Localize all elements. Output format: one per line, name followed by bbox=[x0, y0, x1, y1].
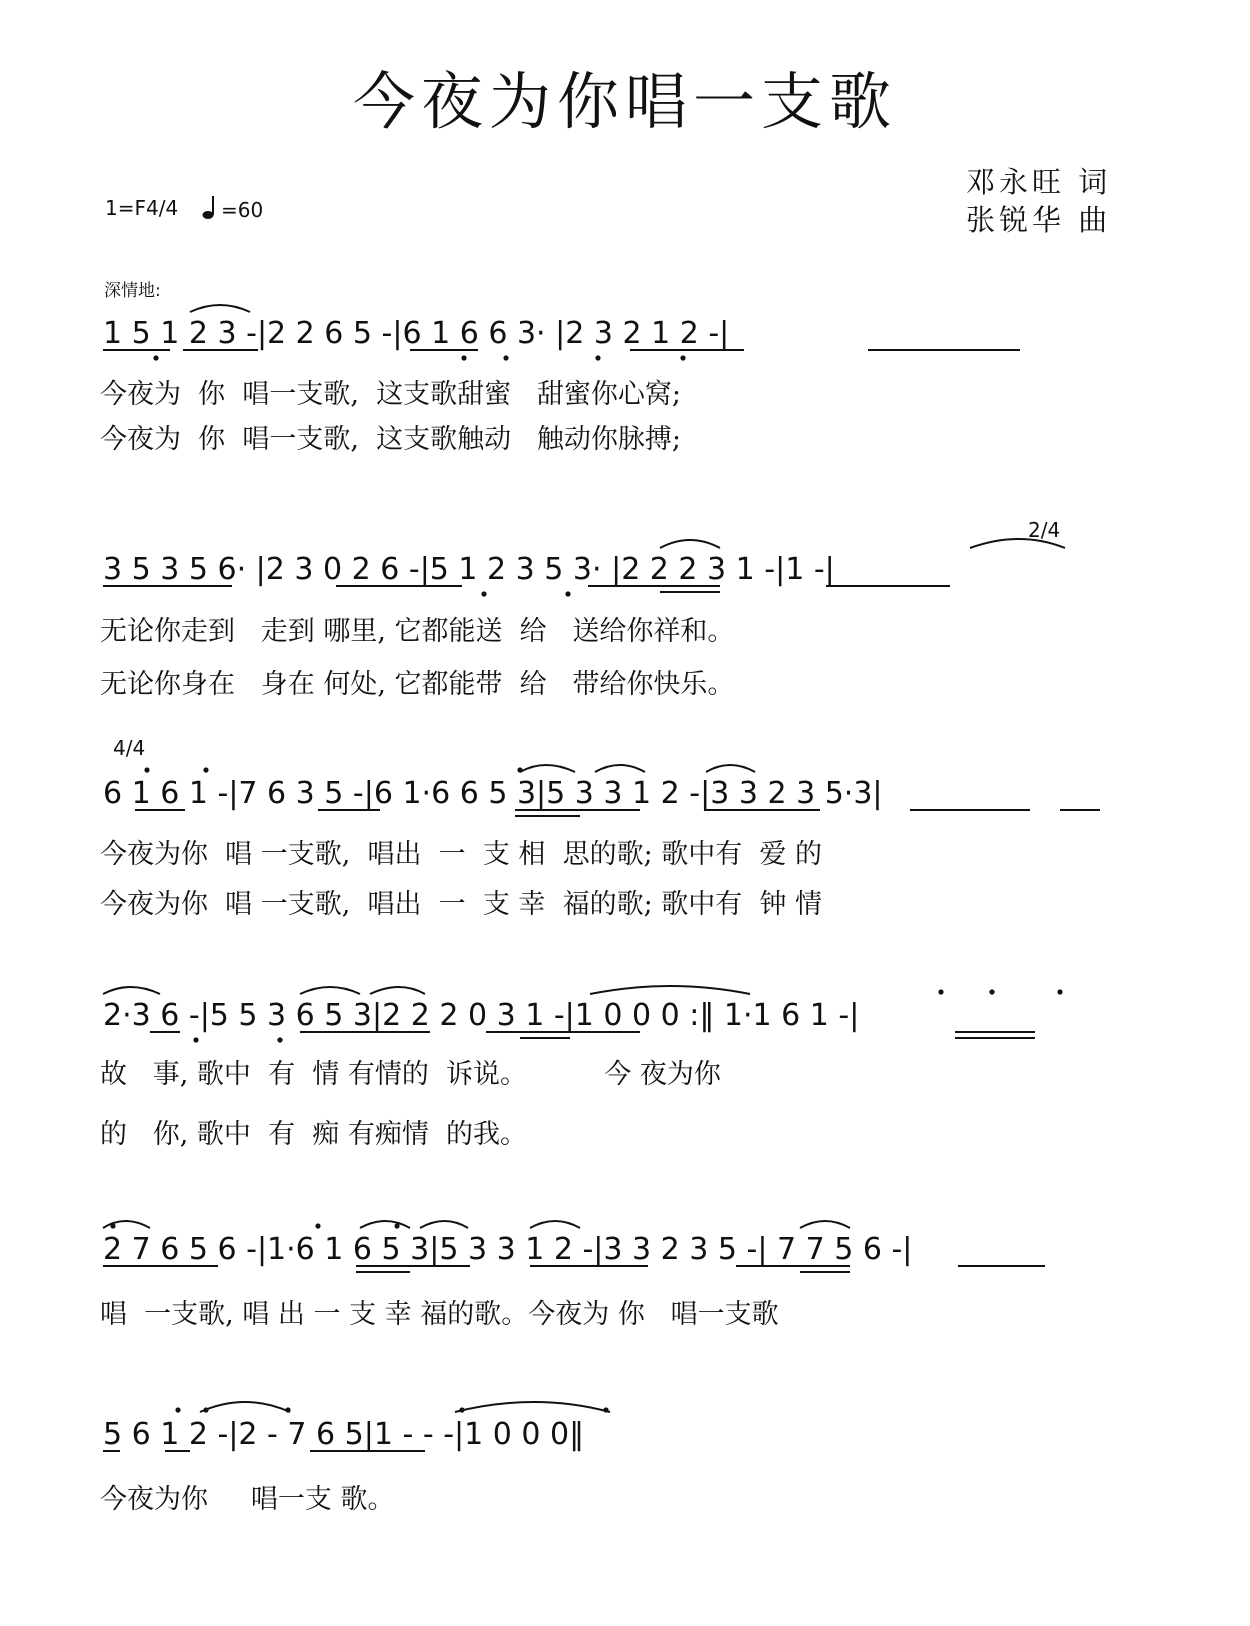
lyrics-line-1-verse-2: 今夜为 你 唱一支歌, 这支歌触动 触动你脉搏; bbox=[100, 424, 681, 455]
notation-line-6: 5 6 1 2 -|2 - 7 6 5|1 - - -|1 0 0 0‖ bbox=[103, 1417, 585, 1452]
lyricist-credit: 邓永旺 词 bbox=[966, 165, 1112, 199]
lyrics-line-5: 唱 一支歌, 唱 出 一 支 幸 福的歌。今夜为 你 唱一支歌 bbox=[100, 1299, 779, 1330]
lyrics-line-2-verse-1: 无论你走到 走到 哪里, 它都能送 给 送给你祥和。 bbox=[100, 616, 735, 647]
lyrics-line-6: 今夜为你 唱一支 歌。 bbox=[100, 1484, 395, 1515]
notation-line-5: 2 7 6 5 6 -|1·6 1 6 5 3|5 3 3 1 2 -|3 3 2 3 5 -| 7 7 5 6 -| bbox=[103, 1232, 913, 1267]
lyrics-line-3-verse-1: 今夜为你 唱 一支歌, 唱出 一 支 相 思的歌; 歌中有 爱 的 bbox=[100, 839, 822, 870]
notation-line-2: 3 5 3 5 6· |2 3 0 2 6 -|5 1 2 3 5 3· |2 2 2 3 1 -|1 -| bbox=[103, 552, 835, 587]
lyrics-line-1-verse-1: 今夜为 你 唱一支歌, 这支歌甜蜜 甜蜜你心窝; bbox=[100, 379, 681, 410]
expression-marking: 深情地: bbox=[104, 281, 161, 301]
lyrics-line-3-verse-2: 今夜为你 唱 一支歌, 唱出 一 支 幸 福的歌; 歌中有 钟 情 bbox=[100, 889, 822, 920]
lyrics-line-4-verse-2: 的 你, 歌中 有 痴 有痴情 的我。 bbox=[100, 1119, 527, 1150]
lyrics-line-2-verse-2: 无论你身在 身在 何处, 它都能带 给 带给你快乐。 bbox=[100, 669, 735, 700]
key-signature: 1=F4/4 bbox=[105, 196, 179, 220]
notation-line-1: 1 5 1 2 3 -|2 2 6 5 -|6 1 6 6 3· |2 3 2 1 2 -| bbox=[103, 316, 730, 351]
lyrics-line-4-verse-1: 故 事, 歌中 有 情 有情的 诉说。 今 夜为你 bbox=[100, 1059, 721, 1090]
notation-line-4: 2·3 6 -|5 5 3 6 5 3|2 2 2 0 3 1 -|1 0 0 0 :‖ 1·1 6 1 -| bbox=[103, 998, 860, 1033]
tempo-marking: =60 bbox=[221, 198, 264, 222]
notation-line-3: 6 1 6 1 -|7 6 3 5 -|6 1·6 6 5 3|5 3 3 1 2 -|3 3 2 3 5·3| bbox=[103, 776, 883, 811]
meter-change-2-4: 2/4 bbox=[1028, 518, 1061, 542]
meter-change-4-4: 4/4 bbox=[113, 736, 146, 760]
quarter-note-icon bbox=[202, 196, 220, 220]
composer-credit: 张锐华 曲 bbox=[966, 203, 1112, 237]
song-title: 今夜为你唱一支歌 bbox=[352, 65, 897, 138]
